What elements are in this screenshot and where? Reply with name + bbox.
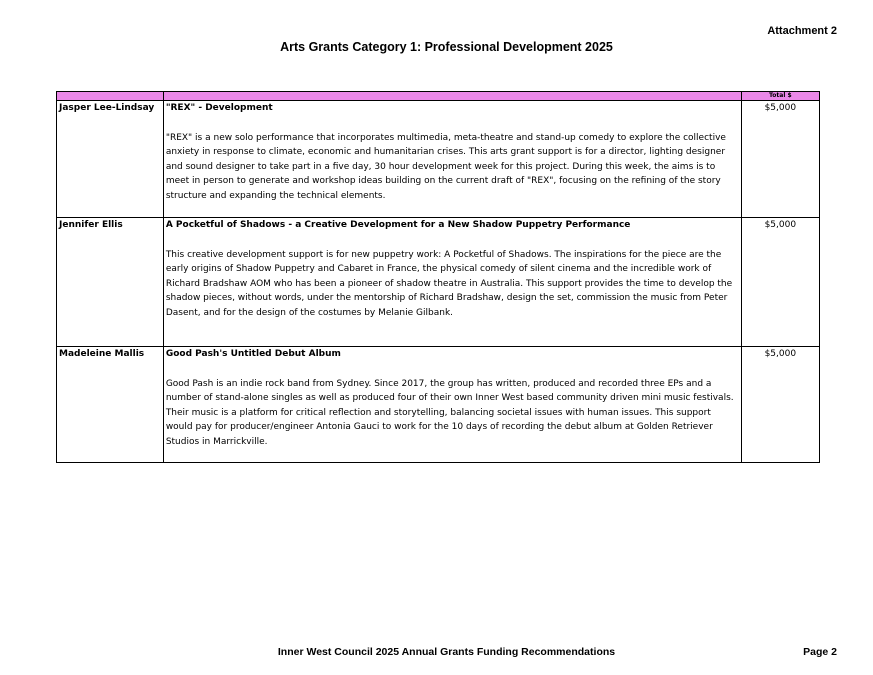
grants-table — [56, 91, 820, 463]
header-cell-name — [57, 92, 164, 101]
project-title: A Pocketful of Shadows - a Creative Development for a New Shadow Puppetry Performance — [165, 220, 631, 230]
project-cell — [163, 218, 741, 347]
page-number: Page 2 — [803, 646, 837, 658]
table-row — [57, 347, 820, 463]
page-title: Arts Grants Category 1: Professional Development 2025 — [280, 40, 613, 54]
attachment-label: Attachment 2 — [767, 25, 837, 37]
grant-amount: $5,000 — [741, 218, 819, 347]
table-row — [57, 101, 820, 218]
table-header-row — [57, 92, 820, 101]
header-cell-description — [163, 92, 741, 101]
project-description: This creative development support is for new puppetry work: A Pocketful of Shadows. The inspirations for the piece are the early origins of Shadow Puppetry and Cabaret in France, the physical comedy of silent cinema and the incredible work of Richard Bradshaw AOM who has been a pioneer of shadow theatre in Australia. This support provides the time to develop the shadow pieces, without words, under the mentorship of Richard Bradshaw, design the set, commission the music from Peter Dasent, and for the design of the costumes by Melanie Gilbank. — [165, 249, 733, 318]
project-description: Good Pash is an indie rock band from Sydney. Since 2017, the group has written, produced and recorded three EPs and a number of stand-alone singles as well as produced four of their own Inner West based community driven mini music festivals. Their music is a platform for critical reflection and storytelling, balancing societal issues with human issues. This support would pay for producer/engineer Antonia Gauci to work for the 10 days of recording the debut album at Golden Retriever Studios in Marrickville. — [165, 378, 734, 447]
project-cell — [163, 347, 741, 463]
applicant-name: Madeleine Mallis — [57, 347, 164, 463]
applicant-name: Jasper Lee-Lindsay — [57, 101, 164, 218]
project-cell — [163, 101, 741, 218]
footer-text: Inner West Council 2025 Annual Grants Funding Recommendations — [277, 646, 616, 658]
header-cell-amount: Total $ — [741, 92, 819, 101]
grant-amount: $5,000 — [741, 101, 819, 218]
project-title: Good Pash's Untitled Debut Album — [165, 349, 341, 359]
grant-amount: $5,000 — [741, 347, 819, 463]
applicant-name: Jennifer Ellis — [57, 218, 164, 347]
project-description: "REX" is a new solo performance that incorporates multimedia, meta-theatre and stand-up comedy to explore the collective anxiety in response to climate, economic and humanitarian crises. This arts grant support is for a director, lighting designer and sound designer to take part in a five day, 30 hour development week for this project. During this week, the aims is to meet in person to generate and workshop ideas building on the current draft of "REX", focusing on the refining of the story structure and expanding the technical elements. — [165, 132, 726, 201]
project-title: "REX" - Development — [165, 103, 273, 113]
table-row — [57, 218, 820, 347]
